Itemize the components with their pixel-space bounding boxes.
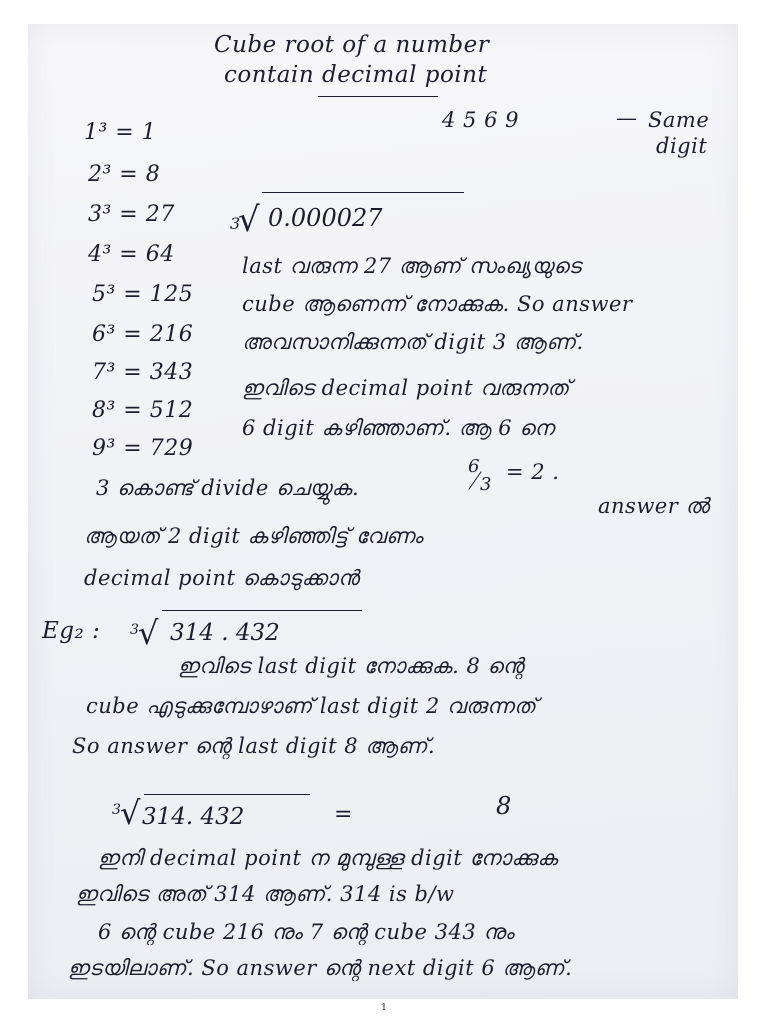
notebook-page [28,24,738,999]
title-underline [318,96,438,97]
radical-sign: √ [120,794,141,832]
explanation-line: last വരുന്ന 27 ആണ് സംഖ്യയുടെ [242,254,582,278]
cube-row: 1³ = 1 [84,120,157,145]
equals-sign: = [334,802,353,827]
explanation-line: ഇവിടെ അത് 314 ആണ്. 314 is b/w [76,882,455,906]
radicand: 0.000027 [268,204,383,232]
radical-bar [162,610,362,611]
explanation-line: cube ആണെന്ന് നോക്കുക. So answer [242,292,633,316]
radical-sign: √ [238,200,260,240]
fraction-result: = 2 . [506,460,560,484]
explanation-line: 6 ന്റെ cube 216 നും 7 ന്റെ cube 343 നും [98,920,515,944]
cube-row: 2³ = 8 [88,162,161,187]
explanation-line: answer ൽ [598,494,710,518]
explanation-line: ഇവിടെ last digit നോക്കുക. 8 ന്റെ [178,654,524,678]
fraction-denominator: 3 [480,474,492,495]
root-index: 3 [230,214,241,233]
page-subtitle: contain decimal point [224,62,488,88]
explanation-line: ഇടയിലാണ്. So answer ന്റെ next digit 6 ആണ്. [68,956,573,980]
same-digit-dash: — [616,106,638,130]
explanation-line: ആയത് 2 digit കഴിഞ്ഞിട്ട് വേണം [84,524,424,548]
page-number: 1 [381,1003,387,1013]
root-index: 3 [112,802,121,818]
same-digit-label-2: digit [656,134,708,158]
radicand: 314 . 432 [170,620,280,646]
cube-row: 9³ = 729 [92,436,194,461]
cube-row: 8³ = 512 [92,398,194,423]
radicand: 314. 432 [142,804,245,830]
explanation-line: അവസാനിക്കുന്നത് digit 3 ആണ്. [242,330,584,354]
explanation-line: So answer ന്റെ last digit 8 ആണ്. [72,734,436,758]
radical-bar [144,794,310,795]
root-index: 3 [130,622,139,638]
cube-row: 3³ = 27 [88,202,175,227]
cube-row: 4³ = 64 [88,242,175,267]
explanation-line: 6 digit കഴിഞ്ഞാണ്. ആ 6 നെ [242,416,555,440]
cube-row: 7³ = 343 [92,360,194,385]
explanation-line: decimal point കൊടുക്കാൻ [84,566,360,590]
example-label: Eg₂ : [42,618,101,644]
explanation-line: ഇനി decimal point ന മുമ്പുള്ള digit നോക്കുക [98,846,558,870]
explanation-line: 3 കൊണ്ട് divide ചെയ്യുക. [96,476,360,500]
same-digit-label: Same [648,108,710,132]
explanation-line: cube എടുക്കുമ്പോഴാണ് last digit 2 വരുന്നത് [86,694,537,718]
cube-row: 6³ = 216 [92,322,194,347]
radical-bar [262,192,464,193]
explanation-line: ഇവിടെ decimal point വരുന്നത് [242,376,570,400]
answer-digit: 8 [496,792,512,820]
radical-sign: √ [138,614,159,652]
fraction-numerator: 6 [468,456,480,477]
same-digit-list: 4 5 6 9 [442,108,519,132]
page-title: Cube root of a number [214,32,490,58]
cube-row: 5³ = 125 [92,282,194,307]
